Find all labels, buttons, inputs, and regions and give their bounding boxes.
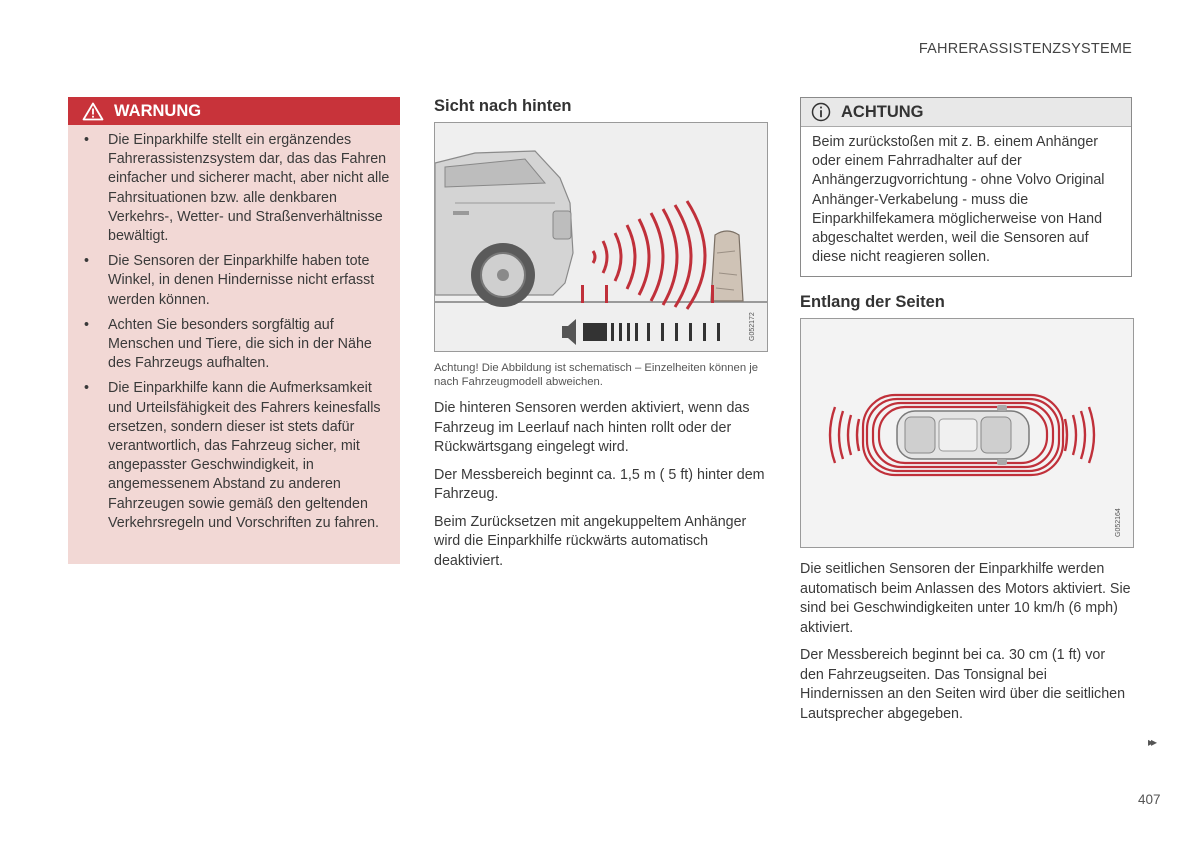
- warning-item: • Die Einparkhilfe kann die Aufmerksamkeit und Urteilsfähigkeit des Fahrers keinesfalls ersetzen, sondern dieser ist stets dafür verantwortlich, das Fahrzeug sicher, mit angepasster Geschwindigkeit, in angemessenem Abstand zu anderen Fahrzeugen sowie gemäß den geltenden Verkehrsregeln und Vorschriften zu fahren.: [84, 380, 381, 531]
- side-sensor-illustration: [801, 319, 1133, 547]
- warning-list: [68, 125, 400, 533]
- caution-title: ACHTUNG: [841, 102, 924, 121]
- warning-triangle-icon: [82, 102, 104, 121]
- paragraph: Die hinteren Sensoren werden aktiviert, wenn das Fahrzeug im Leerlauf nach hinten rollt oder der Rückwärtsgang eingelegt wird.: [434, 400, 750, 455]
- figure-id: G052164: [1115, 508, 1122, 537]
- warning-box: [68, 97, 400, 564]
- page-number: 407: [1138, 792, 1161, 807]
- caution-text: Beim zurückstoßen mit z. B. einem Anhänger oder einem Fahrradhalter auf der Anhängerzugvorrichtung - ohne Volvo Original Anhänger-Verkabelung - muss die Einparkhilfekamera möglicherweise von Hand abgeschaltet werden, weil die Sensoren auf diese nicht reagieren sollen.: [812, 134, 1105, 266]
- warning-item: • Die Einparkhilfe stellt ein ergänzendes Fahrerassistenzsystem dar, das das Fahren einfacher und sicherer macht, aber nicht alle Fahrsituationen bzw. alle denkbaren Verkehrs-, Wetter- und Straßenverhältnisse bewältigt.: [84, 132, 390, 245]
- section-header: FAHRERASSISTENZSYSTEME: [918, 41, 1132, 57]
- warning-header: [68, 97, 400, 125]
- rear-section: [434, 97, 768, 571]
- paragraph: Beim Zurücksetzen mit angekuppeltem Anhänger wird die Einparkhilfe rückwärts automatisch deaktiviert.: [434, 513, 747, 569]
- paragraph: Der Messbereich beginnt ca. 1,5 m ( 5 ft) hinter dem Fahrzeug.: [434, 466, 765, 502]
- side-sensor-figure: [800, 318, 1134, 548]
- rear-sensor-illustration: [435, 123, 767, 351]
- warning-item: • Achten Sie besonders sorgfältig auf Menschen und Tiere, die sich in der Nähe des Fahrzeugs aufhalten.: [84, 316, 372, 372]
- sides-heading: Entlang der Seiten: [800, 293, 945, 311]
- figure-caption: Achtung! Die Abbildung ist schematisch – Einzelheiten können je nach Fahrzeugmodell abweichen.: [434, 362, 759, 388]
- paragraph: Der Messbereich beginnt bei ca. 30 cm (1 ft) vor den Fahrzeugseiten. Das Tonsignal bei Hindernissen an den Seiten wird über die seitlichen Lautsprecher abgegeben.: [800, 647, 1126, 722]
- figure-id: G052172: [749, 312, 756, 341]
- caution-box: [800, 97, 1132, 277]
- continue-arrow-icon: ▸▸: [1148, 735, 1155, 749]
- rear-sensor-figure: [434, 122, 768, 352]
- warning-title: WARNUNG: [114, 101, 202, 120]
- paragraph: Die seitlichen Sensoren der Einparkhilfe werden automatisch beim Anlassen des Motors aktiviert. Sie sind bei Geschwindigkeiten unter 10 km/h (6 mph) aktiviert.: [800, 561, 1131, 636]
- warning-item: • Die Sensoren der Einparkhilfe haben tote Winkel, in denen Hindernisse nicht erfasst werden können.: [84, 253, 375, 308]
- right-column: [800, 97, 1132, 724]
- caution-header: [801, 98, 1131, 127]
- rear-heading: Sicht nach hinten: [434, 97, 572, 115]
- info-circle-icon: [811, 102, 831, 122]
